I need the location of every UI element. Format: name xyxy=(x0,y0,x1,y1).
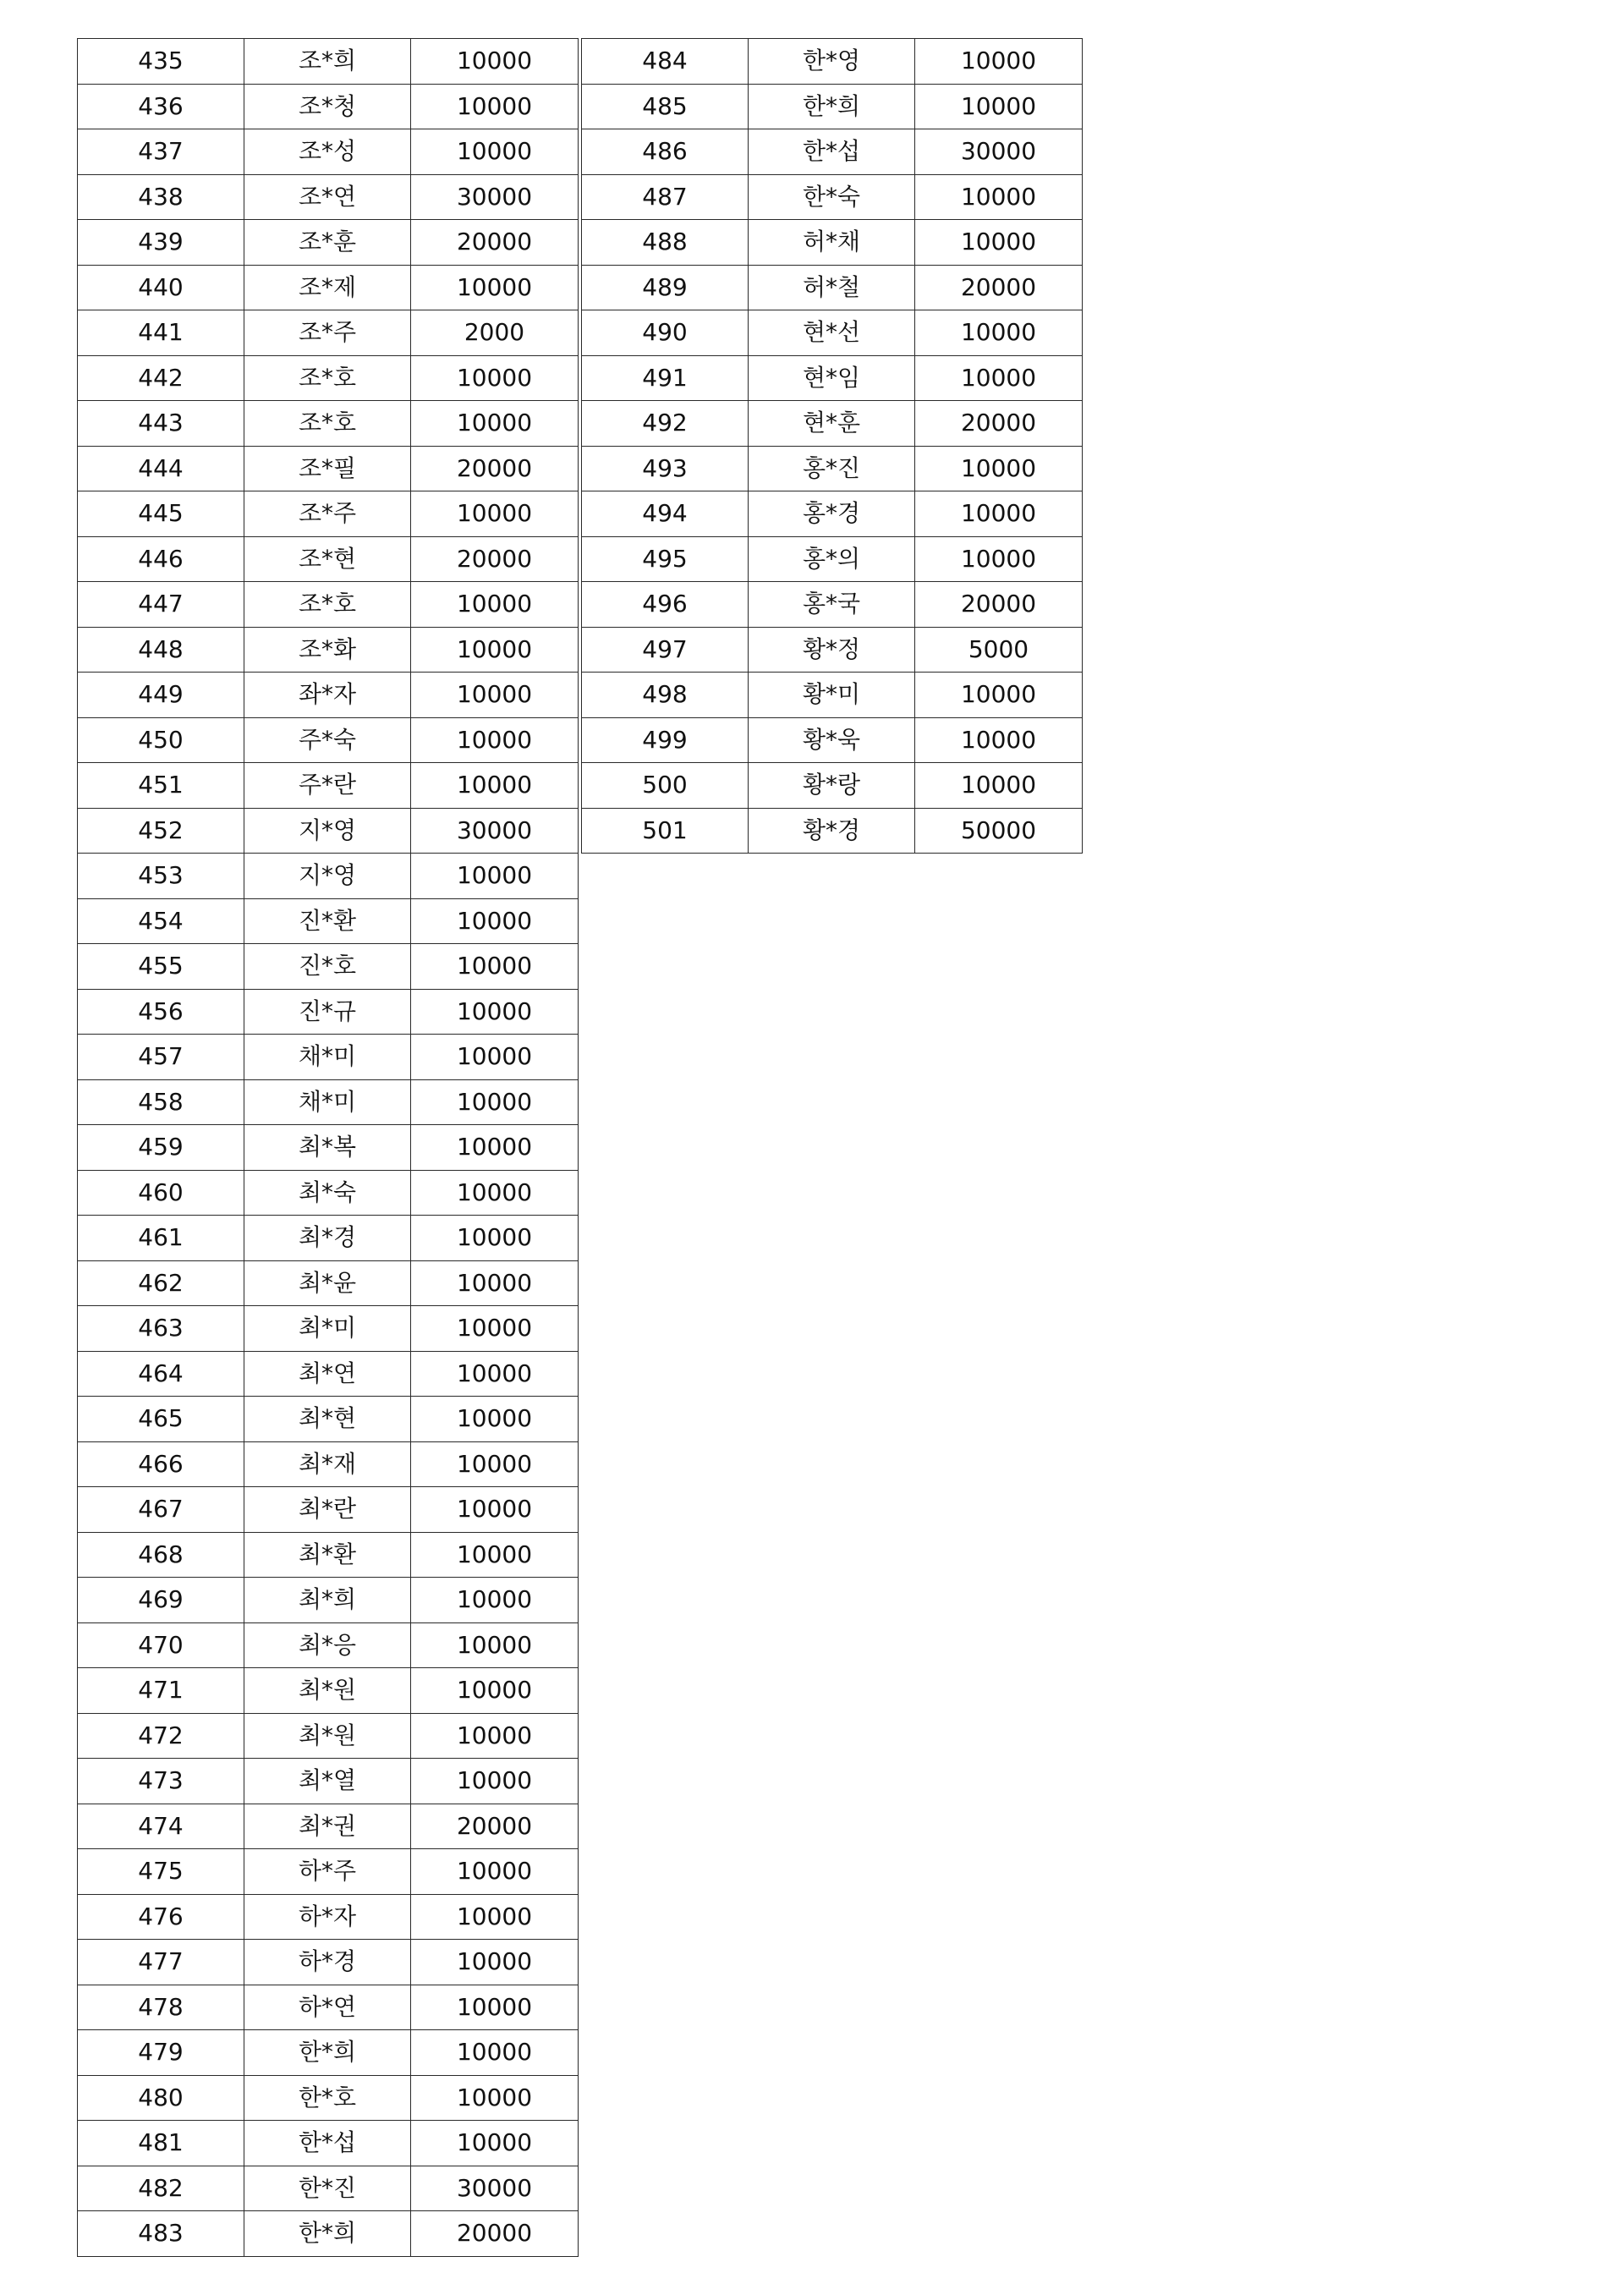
donor-name-cell: 하*주 xyxy=(244,1849,411,1895)
table-row xyxy=(582,627,1083,673)
row-number-cell: 453 xyxy=(78,854,244,899)
donor-name-cell: 홍*진 xyxy=(749,446,915,491)
amount-cell: 10000 xyxy=(915,446,1083,491)
amount-cell: 10000 xyxy=(411,491,579,537)
amount-cell: 10000 xyxy=(411,265,579,310)
row-number-cell: 462 xyxy=(78,1260,244,1306)
amount-cell: 10000 xyxy=(411,355,579,401)
row-number-cell: 444 xyxy=(78,446,244,491)
table-row xyxy=(78,1985,579,2030)
amount-cell: 10000 xyxy=(915,673,1083,718)
amount-cell: 10000 xyxy=(411,1306,579,1352)
table-row xyxy=(582,129,1083,175)
table-row xyxy=(78,2030,579,2076)
amount-cell: 20000 xyxy=(411,220,579,266)
donor-name-cell: 조*주 xyxy=(244,491,411,537)
row-number-cell: 446 xyxy=(78,536,244,582)
amount-cell: 20000 xyxy=(915,265,1083,310)
table-row xyxy=(582,220,1083,266)
table-row xyxy=(78,898,579,944)
donor-name-cell: 한*숙 xyxy=(749,174,915,220)
amount-cell: 10000 xyxy=(915,536,1083,582)
table-row xyxy=(582,673,1083,718)
amount-cell: 10000 xyxy=(915,174,1083,220)
amount-cell: 10000 xyxy=(411,1441,579,1487)
donor-name-cell: 홍*국 xyxy=(749,582,915,628)
table-row xyxy=(78,1713,579,1759)
donor-name-cell: 최*윤 xyxy=(244,1260,411,1306)
donor-name-cell: 허*철 xyxy=(749,265,915,310)
donor-name-cell: 진*규 xyxy=(244,989,411,1035)
row-number-cell: 467 xyxy=(78,1487,244,1533)
amount-cell: 10000 xyxy=(915,355,1083,401)
donor-name-cell: 하*경 xyxy=(244,1940,411,1985)
table-row xyxy=(78,1849,579,1895)
row-number-cell: 493 xyxy=(582,446,749,491)
row-number-cell: 464 xyxy=(78,1351,244,1397)
amount-cell: 10000 xyxy=(915,491,1083,537)
donor-name-cell: 채*미 xyxy=(244,1079,411,1125)
donor-name-cell: 최*란 xyxy=(244,1487,411,1533)
row-number-cell: 475 xyxy=(78,1849,244,1895)
amount-cell: 20000 xyxy=(411,1804,579,1849)
row-number-cell: 439 xyxy=(78,220,244,266)
row-number-cell: 445 xyxy=(78,491,244,537)
table-row xyxy=(582,265,1083,310)
row-number-cell: 499 xyxy=(582,717,749,763)
amount-cell: 10000 xyxy=(411,627,579,673)
donor-name-cell: 채*미 xyxy=(244,1035,411,1080)
table-row xyxy=(78,1622,579,1668)
amount-cell: 10000 xyxy=(915,310,1083,356)
donor-name-cell: 한*희 xyxy=(749,84,915,129)
amount-cell: 10000 xyxy=(411,2030,579,2076)
table-row xyxy=(78,1216,579,1261)
donor-name-cell: 주*란 xyxy=(244,763,411,809)
row-number-cell: 473 xyxy=(78,1759,244,1804)
amount-cell: 10000 xyxy=(411,717,579,763)
donor-table-left-body xyxy=(78,39,579,2257)
table-row xyxy=(78,1487,579,1533)
row-number-cell: 492 xyxy=(582,401,749,447)
amount-cell: 10000 xyxy=(411,1260,579,1306)
row-number-cell: 477 xyxy=(78,1940,244,1985)
amount-cell: 20000 xyxy=(411,2211,579,2257)
donor-name-cell: 최*복 xyxy=(244,1125,411,1171)
table-row xyxy=(582,717,1083,763)
donor-name-cell: 현*훈 xyxy=(749,401,915,447)
donor-name-cell: 홍*의 xyxy=(749,536,915,582)
amount-cell: 10000 xyxy=(411,1170,579,1216)
amount-cell: 10000 xyxy=(915,717,1083,763)
row-number-cell: 487 xyxy=(582,174,749,220)
donor-name-cell: 최*열 xyxy=(244,1759,411,1804)
donor-name-cell: 최*희 xyxy=(244,1578,411,1623)
row-number-cell: 450 xyxy=(78,717,244,763)
table-row xyxy=(582,582,1083,628)
table-row xyxy=(78,1035,579,1080)
row-number-cell: 484 xyxy=(582,39,749,85)
amount-cell: 10000 xyxy=(411,944,579,990)
amount-cell: 10000 xyxy=(411,1622,579,1668)
amount-cell: 10000 xyxy=(411,763,579,809)
table-row xyxy=(78,717,579,763)
table-row xyxy=(78,854,579,899)
row-number-cell: 452 xyxy=(78,808,244,854)
row-number-cell: 469 xyxy=(78,1578,244,1623)
row-number-cell: 437 xyxy=(78,129,244,175)
donor-name-cell: 조*제 xyxy=(244,265,411,310)
row-number-cell: 489 xyxy=(582,265,749,310)
amount-cell: 10000 xyxy=(915,763,1083,809)
amount-cell: 10000 xyxy=(411,84,579,129)
donor-name-cell: 조*호 xyxy=(244,355,411,401)
table-row xyxy=(78,491,579,537)
row-number-cell: 436 xyxy=(78,84,244,129)
amount-cell: 20000 xyxy=(915,582,1083,628)
donor-name-cell: 최*환 xyxy=(244,1532,411,1578)
amount-cell: 10000 xyxy=(915,84,1083,129)
table-row xyxy=(78,944,579,990)
donor-name-cell: 최*응 xyxy=(244,1622,411,1668)
row-number-cell: 454 xyxy=(78,898,244,944)
row-number-cell: 456 xyxy=(78,989,244,1035)
table-row xyxy=(582,84,1083,129)
amount-cell: 10000 xyxy=(411,1351,579,1397)
amount-cell: 10000 xyxy=(411,854,579,899)
table-row xyxy=(78,989,579,1035)
table-row xyxy=(78,1260,579,1306)
donor-name-cell: 조*필 xyxy=(244,446,411,491)
table-row xyxy=(78,1578,579,1623)
row-number-cell: 495 xyxy=(582,536,749,582)
row-number-cell: 465 xyxy=(78,1397,244,1442)
donor-name-cell: 한*영 xyxy=(749,39,915,85)
table-row xyxy=(78,627,579,673)
table-row xyxy=(582,174,1083,220)
table-row xyxy=(78,763,579,809)
table-row xyxy=(582,536,1083,582)
table-row xyxy=(78,1441,579,1487)
table-row xyxy=(78,536,579,582)
table-row xyxy=(78,2166,579,2211)
row-number-cell: 488 xyxy=(582,220,749,266)
amount-cell: 10000 xyxy=(411,1487,579,1533)
donor-name-cell: 한*섭 xyxy=(244,2121,411,2166)
table-row xyxy=(78,2121,579,2166)
table-row xyxy=(78,808,579,854)
row-number-cell: 491 xyxy=(582,355,749,401)
row-number-cell: 501 xyxy=(582,808,749,854)
amount-cell: 5000 xyxy=(915,627,1083,673)
table-row xyxy=(78,401,579,447)
amount-cell: 2000 xyxy=(411,310,579,356)
table-row xyxy=(78,310,579,356)
donor-name-cell: 하*연 xyxy=(244,1985,411,2030)
donor-name-cell: 최*미 xyxy=(244,1306,411,1352)
row-number-cell: 435 xyxy=(78,39,244,85)
row-number-cell: 496 xyxy=(582,582,749,628)
donor-name-cell: 황*정 xyxy=(749,627,915,673)
donor-name-cell: 한*희 xyxy=(244,2030,411,2076)
row-number-cell: 455 xyxy=(78,944,244,990)
donor-name-cell: 진*호 xyxy=(244,944,411,990)
donor-name-cell: 지*영 xyxy=(244,808,411,854)
amount-cell: 10000 xyxy=(411,1125,579,1171)
amount-cell: 50000 xyxy=(915,808,1083,854)
row-number-cell: 472 xyxy=(78,1713,244,1759)
row-number-cell: 461 xyxy=(78,1216,244,1261)
amount-cell: 30000 xyxy=(411,174,579,220)
table-row xyxy=(78,39,579,85)
row-number-cell: 457 xyxy=(78,1035,244,1080)
amount-cell: 10000 xyxy=(411,1397,579,1442)
donor-name-cell: 홍*경 xyxy=(749,491,915,537)
amount-cell: 10000 xyxy=(411,1035,579,1080)
table-row xyxy=(78,174,579,220)
row-number-cell: 486 xyxy=(582,129,749,175)
row-number-cell: 459 xyxy=(78,1125,244,1171)
donor-name-cell: 한*섭 xyxy=(749,129,915,175)
table-row xyxy=(582,39,1083,85)
row-number-cell: 466 xyxy=(78,1441,244,1487)
row-number-cell: 460 xyxy=(78,1170,244,1216)
row-number-cell: 478 xyxy=(78,1985,244,2030)
donor-name-cell: 조*호 xyxy=(244,401,411,447)
amount-cell: 30000 xyxy=(411,808,579,854)
donor-name-cell: 조*청 xyxy=(244,84,411,129)
table-row xyxy=(582,808,1083,854)
amount-cell: 10000 xyxy=(411,1532,579,1578)
donor-name-cell: 지*영 xyxy=(244,854,411,899)
row-number-cell: 438 xyxy=(78,174,244,220)
amount-cell: 10000 xyxy=(411,1216,579,1261)
amount-cell: 10000 xyxy=(411,2121,579,2166)
donor-table-right-body xyxy=(582,39,1083,854)
table-row xyxy=(78,1079,579,1125)
donor-table-right xyxy=(581,38,1083,854)
row-number-cell: 458 xyxy=(78,1079,244,1125)
amount-cell: 10000 xyxy=(411,1894,579,1940)
donor-name-cell: 진*환 xyxy=(244,898,411,944)
row-number-cell: 497 xyxy=(582,627,749,673)
row-number-cell: 490 xyxy=(582,310,749,356)
donor-name-cell: 최*권 xyxy=(244,1804,411,1849)
table-row xyxy=(78,1532,579,1578)
table-row xyxy=(78,84,579,129)
table-row xyxy=(78,1894,579,1940)
donor-name-cell: 최*연 xyxy=(244,1351,411,1397)
row-number-cell: 474 xyxy=(78,1804,244,1849)
amount-cell: 20000 xyxy=(915,401,1083,447)
amount-cell: 10000 xyxy=(411,2075,579,2121)
row-number-cell: 494 xyxy=(582,491,749,537)
amount-cell: 10000 xyxy=(411,1713,579,1759)
amount-cell: 30000 xyxy=(411,2166,579,2211)
amount-cell: 30000 xyxy=(915,129,1083,175)
table-row xyxy=(78,1940,579,1985)
donor-name-cell: 조*주 xyxy=(244,310,411,356)
amount-cell: 10000 xyxy=(411,582,579,628)
donor-name-cell: 최*경 xyxy=(244,1216,411,1261)
row-number-cell: 500 xyxy=(582,763,749,809)
row-number-cell: 443 xyxy=(78,401,244,447)
donor-name-cell: 최*재 xyxy=(244,1441,411,1487)
donor-table-left xyxy=(77,38,579,2257)
row-number-cell: 471 xyxy=(78,1668,244,1714)
amount-cell: 10000 xyxy=(411,1578,579,1623)
row-number-cell: 451 xyxy=(78,763,244,809)
donor-name-cell: 좌*자 xyxy=(244,673,411,718)
table-row xyxy=(582,491,1083,537)
table-row xyxy=(78,2211,579,2257)
row-number-cell: 468 xyxy=(78,1532,244,1578)
row-number-cell: 481 xyxy=(78,2121,244,2166)
donor-name-cell: 한*호 xyxy=(244,2075,411,2121)
table-row xyxy=(78,1306,579,1352)
donor-name-cell: 최*숙 xyxy=(244,1170,411,1216)
donor-name-cell: 황*욱 xyxy=(749,717,915,763)
row-number-cell: 479 xyxy=(78,2030,244,2076)
donor-name-cell: 황*경 xyxy=(749,808,915,854)
amount-cell: 10000 xyxy=(411,898,579,944)
donor-name-cell: 조*현 xyxy=(244,536,411,582)
amount-cell: 10000 xyxy=(411,1985,579,2030)
table-row xyxy=(582,446,1083,491)
table-row xyxy=(78,1170,579,1216)
donor-name-cell: 조*호 xyxy=(244,582,411,628)
table-row xyxy=(78,1759,579,1804)
row-number-cell: 482 xyxy=(78,2166,244,2211)
amount-cell: 10000 xyxy=(411,129,579,175)
amount-cell: 20000 xyxy=(411,446,579,491)
donor-name-cell: 한*희 xyxy=(244,2211,411,2257)
amount-cell: 10000 xyxy=(411,1849,579,1895)
donor-name-cell: 현*임 xyxy=(749,355,915,401)
table-row xyxy=(78,582,579,628)
table-row xyxy=(582,310,1083,356)
table-row xyxy=(78,673,579,718)
table-row xyxy=(78,355,579,401)
table-row xyxy=(78,1351,579,1397)
donor-name-cell: 조*연 xyxy=(244,174,411,220)
row-number-cell: 463 xyxy=(78,1306,244,1352)
table-row xyxy=(78,1125,579,1171)
table-row xyxy=(582,401,1083,447)
donor-name-cell: 하*자 xyxy=(244,1894,411,1940)
table-row xyxy=(582,763,1083,809)
donor-name-cell: 조*희 xyxy=(244,39,411,85)
amount-cell: 10000 xyxy=(411,1759,579,1804)
donor-name-cell: 현*선 xyxy=(749,310,915,356)
amount-cell: 10000 xyxy=(411,39,579,85)
donor-name-cell: 황*랑 xyxy=(749,763,915,809)
row-number-cell: 470 xyxy=(78,1622,244,1668)
table-row xyxy=(78,220,579,266)
table-row xyxy=(78,265,579,310)
table-row xyxy=(78,129,579,175)
amount-cell: 10000 xyxy=(411,1668,579,1714)
amount-cell: 10000 xyxy=(411,673,579,718)
table-row xyxy=(78,446,579,491)
donor-name-cell: 황*미 xyxy=(749,673,915,718)
row-number-cell: 480 xyxy=(78,2075,244,2121)
donor-name-cell: 주*숙 xyxy=(244,717,411,763)
donor-name-cell: 조*훈 xyxy=(244,220,411,266)
donor-name-cell: 조*성 xyxy=(244,129,411,175)
row-number-cell: 485 xyxy=(582,84,749,129)
row-number-cell: 449 xyxy=(78,673,244,718)
row-number-cell: 440 xyxy=(78,265,244,310)
row-number-cell: 498 xyxy=(582,673,749,718)
donor-name-cell: 최*원 xyxy=(244,1668,411,1714)
amount-cell: 10000 xyxy=(411,1079,579,1125)
donor-name-cell: 최*원 xyxy=(244,1713,411,1759)
table-row xyxy=(78,2075,579,2121)
table-row xyxy=(78,1804,579,1849)
donor-name-cell: 한*진 xyxy=(244,2166,411,2211)
amount-cell: 10000 xyxy=(915,39,1083,85)
donor-name-cell: 허*채 xyxy=(749,220,915,266)
amount-cell: 10000 xyxy=(411,989,579,1035)
amount-cell: 20000 xyxy=(411,536,579,582)
row-number-cell: 447 xyxy=(78,582,244,628)
amount-cell: 10000 xyxy=(915,220,1083,266)
row-number-cell: 442 xyxy=(78,355,244,401)
amount-cell: 10000 xyxy=(411,1940,579,1985)
table-row xyxy=(78,1397,579,1442)
donor-name-cell: 조*화 xyxy=(244,627,411,673)
row-number-cell: 476 xyxy=(78,1894,244,1940)
table-row xyxy=(78,1668,579,1714)
row-number-cell: 448 xyxy=(78,627,244,673)
donor-name-cell: 최*현 xyxy=(244,1397,411,1442)
row-number-cell: 441 xyxy=(78,310,244,356)
row-number-cell: 483 xyxy=(78,2211,244,2257)
table-row xyxy=(582,355,1083,401)
amount-cell: 10000 xyxy=(411,401,579,447)
